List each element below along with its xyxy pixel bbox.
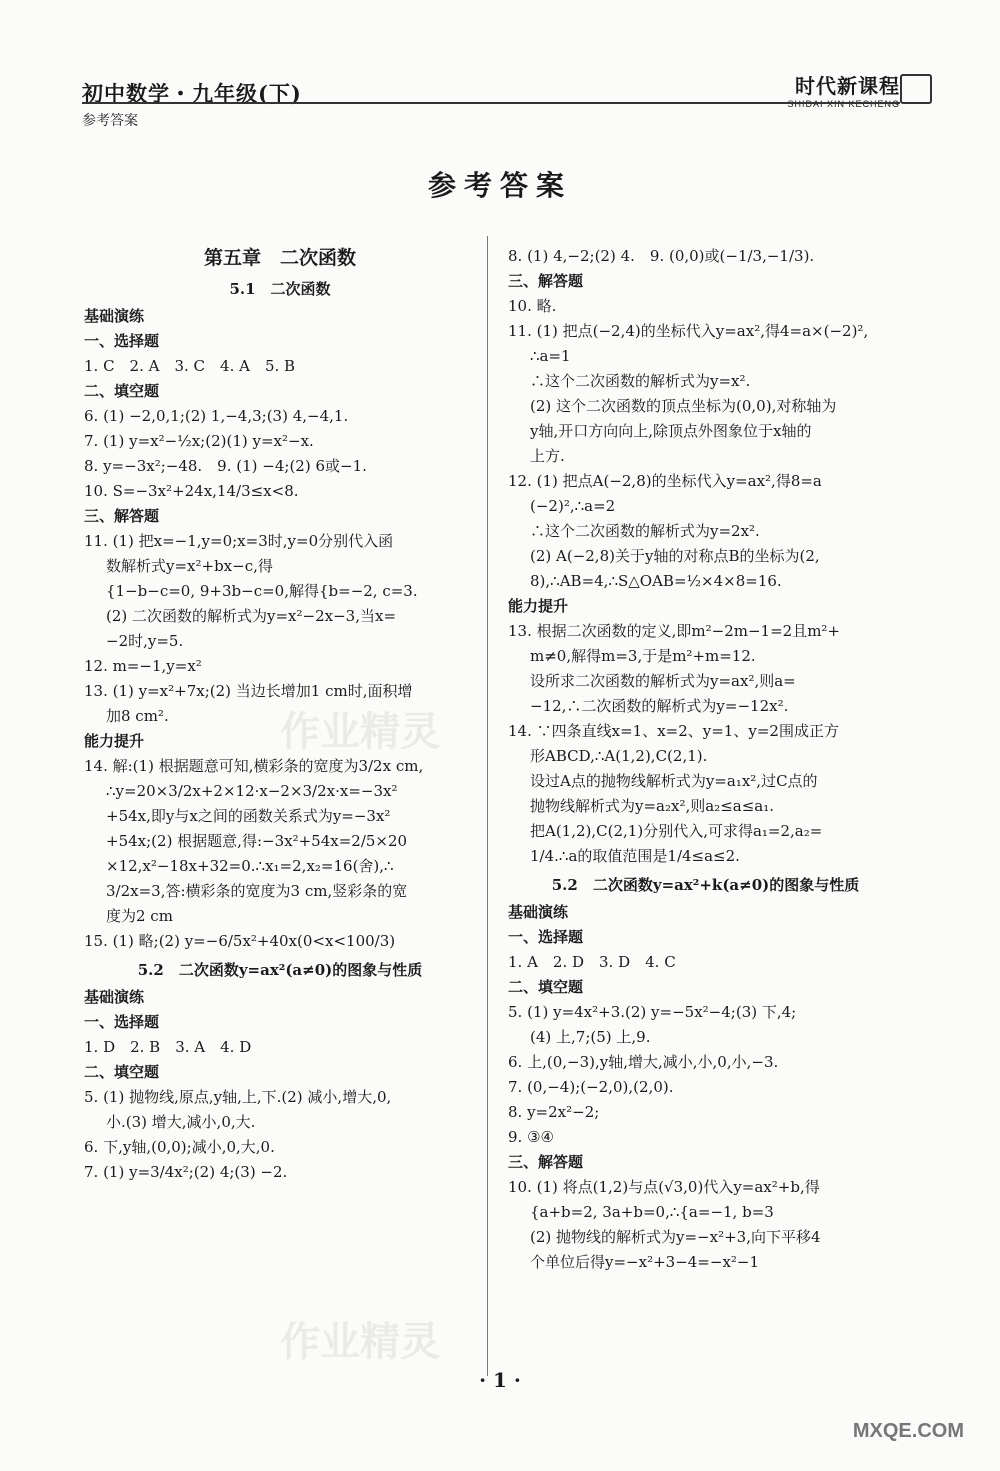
answer-line: 13. (1) y=x²+7x;(2) 当边长增加1 cm时,面积增 (84, 682, 413, 700)
watermark-text: 作业精灵 (280, 708, 440, 755)
answer-line: 12. m=−1,y=x² (84, 657, 202, 675)
category-heading: 三、解答题 (508, 272, 584, 290)
category-heading: 二、填空题 (84, 382, 160, 400)
watermark-site: MXQE.COM (852, 1420, 964, 1442)
answer-line: ∴这个二次函数的解析式为y=2x². (530, 522, 760, 540)
answer-line: 设所求二次函数的解析式为y=ax²,则a= (530, 672, 796, 690)
brand-logo-icon (900, 74, 932, 104)
answer-line: 抛物线解析式为y=a₂x²,则a₂≤a≤a₁. (530, 797, 774, 815)
answer-line: 6. 上,(0,−3),y轴,增大,减小,小,0,小,−3. (508, 1053, 779, 1071)
answer-line: +54x,即y与x之间的函数关系式为y=−3x² (106, 807, 391, 825)
answer-line: 1. D 2. B 3. A 4. D (84, 1038, 252, 1056)
category-heading: 基础演练 (508, 903, 569, 921)
answer-line: 12. (1) 把点A(−2,8)的坐标代入y=ax²,得8=a (508, 472, 822, 490)
answer-line: 8. y=2x²−2; (508, 1103, 600, 1121)
answer-line: 6. (1) −2,0,1;(2) 1,−4,3;(3) 4,−4,1. (84, 407, 349, 425)
category-heading: 一、选择题 (508, 928, 584, 946)
answer-line: (−2)²,∴a=2 (530, 497, 616, 515)
section-title: 5.1 二次函数 (229, 280, 331, 298)
answer-line: 13. 根据二次函数的定义,即m²−2m−1=2且m²+ (508, 622, 840, 640)
answer-line: {1−b−c=0, 9+3b−c=0,解得{b=−2, c=3. (106, 582, 418, 600)
book-header (82, 78, 302, 130)
answer-line: +54x;(2) 根据题意,得:−3x²+54x=2/5×20 (106, 832, 408, 850)
answer-line: 把A(1,2),C(2,1)分别代入,可求得a₁=2,a₂= (530, 822, 823, 840)
watermark-text: 作业精灵 (280, 1318, 440, 1365)
category-heading: 能力提升 (508, 597, 569, 615)
answer-line: 加8 cm². (106, 707, 169, 725)
answer-line: ×12,x²−18x+32=0.∴x₁=2,x₂=16(舍),∴ (106, 857, 394, 875)
answer-line: (2) 二次函数的解析式为y=x²−2x−3,当x= (106, 607, 397, 625)
category-heading: 二、填空题 (84, 1063, 160, 1081)
answer-line: 14. 解:(1) 根据题意可知,横彩条的宽度为3/2x cm, (84, 757, 424, 775)
answer-line: 8),∴AB=4,∴S△OAB=½×4×8=16. (530, 572, 782, 590)
answer-line: 8. y=−3x²;−48. 9. (1) −4;(2) 6或−1. (84, 457, 367, 475)
answer-line: {a+b=2, 3a+b=0,∴{a=−1, b=3 (530, 1203, 774, 1221)
answer-line: ∴a=1 (530, 347, 571, 365)
brand-name: 时代新课程 (795, 74, 900, 98)
column-divider (487, 236, 488, 1376)
book-title: 初中数学・九年级(下) (82, 81, 302, 106)
answer-line: 1/4.∴a的取值范围是1/4≤a≤2. (530, 847, 740, 865)
answer-line: 度为2 cm (106, 907, 173, 925)
category-heading: 基础演练 (84, 988, 145, 1006)
answer-line: (2) 抛物线的解析式为y=−x²+3,向下平移4 (530, 1228, 821, 1246)
answer-line: 10. (1) 将点(1,2)与点(√3,0)代入y=ax²+b,得 (508, 1178, 820, 1196)
page-title: 参考答案 (427, 169, 572, 202)
category-heading: 二、填空题 (508, 978, 584, 996)
answer-line: −12,∴二次函数的解析式为y=−12x². (530, 697, 789, 715)
answer-line: y轴,开口方向向上,除顶点外图象位于x轴的 (530, 422, 812, 440)
answer-line: ∴y=20×3/2x+2×12·x−2×3/2x·x=−3x² (106, 782, 398, 800)
header-divider (82, 102, 900, 104)
answer-line: 14. ∵四条直线x=1、x=2、y=1、y=2围成正方 (508, 722, 839, 740)
answer-line: 7. (1) y=x²−½x;(2)(1) y=x²−x. (84, 432, 314, 450)
right-column (508, 244, 903, 1275)
answer-line: (2) 这个二次函数的顶点坐标为(0,0),对称轴为 (530, 397, 837, 415)
answer-line: 7. (1) y=3/4x²;(2) 4;(3) −2. (84, 1163, 288, 1181)
brand-pinyin: SHIDAI XIN KECHENG (787, 99, 900, 109)
page-number: · 1 · (479, 1368, 521, 1392)
answer-line: 5. (1) 抛物线,原点,y轴,上,下.(2) 减小,增大,0, (84, 1088, 392, 1106)
book-subtitle: 参考答案 (82, 113, 138, 129)
chapter-title: 第五章 二次函数 (203, 247, 356, 269)
answer-line: 7. (0,−4);(−2,0),(2,0). (508, 1078, 674, 1096)
category-heading: 基础演练 (84, 307, 145, 325)
answer-line: 3/2x=3,答:横彩条的宽度为3 cm,竖彩条的宽 (106, 882, 408, 900)
answer-line: 1. C 2. A 3. C 4. A 5. B (84, 357, 296, 375)
answer-line: 15. (1) 略;(2) y=−6/5x²+40x(0<x<100/3) (84, 932, 396, 950)
answer-line: 形ABCD,∴A(1,2),C(2,1). (530, 747, 708, 765)
answer-line: (2) A(−2,8)关于y轴的对称点B的坐标为(2, (530, 547, 820, 565)
answer-line: 5. (1) y=4x²+3.(2) y=−5x²−4;(3) 下,4; (508, 1003, 797, 1021)
answer-line: m≠0,解得m=3,于是m²+m=12. (530, 647, 756, 665)
answer-line: 上方. (530, 447, 565, 465)
answer-line: 数解析式y=x²+bx−c,得 (106, 557, 273, 575)
section-title: 5.2 二次函数y=ax²+k(a≠0)的图象与性质 (551, 876, 860, 894)
answer-line: −2时,y=5. (106, 632, 184, 650)
answer-line: 小.(3) 增大,减小,0,大. (106, 1113, 256, 1131)
answer-line: (4) 上,7;(5) 上,9. (530, 1028, 651, 1046)
answer-line: 6. 下,y轴,(0,0);减小,0,大,0. (84, 1138, 275, 1156)
category-heading: 三、解答题 (84, 507, 160, 525)
category-heading: 三、解答题 (508, 1153, 584, 1171)
answer-line: 9. ③④ (508, 1128, 554, 1146)
category-heading: 一、选择题 (84, 1013, 160, 1031)
category-heading: 一、选择题 (84, 332, 160, 350)
answer-line: 8. (1) 4,−2;(2) 4. 9. (0,0)或(−1/3,−1/3). (508, 247, 815, 265)
answer-line: 个单位后得y=−x²+3−4=−x²−1 (530, 1253, 760, 1271)
answer-line: 1. A 2. D 3. D 4. C (508, 953, 676, 971)
section-title: 5.2 二次函数y=ax²(a≠0)的图象与性质 (137, 961, 423, 979)
answer-line: 设过A点的抛物线解析式为y=a₁x²,过C点的 (530, 772, 818, 790)
answer-line: 11. (1) 把x=−1,y=0;x=3时,y=0分别代入函 (84, 532, 394, 550)
answer-line: 10. 略. (508, 297, 557, 315)
answer-line: 10. S=−3x²+24x,14/3≤x<8. (84, 482, 299, 500)
answer-line: 11. (1) 把点(−2,4)的坐标代入y=ax²,得4=a×(−2)², (508, 322, 869, 340)
category-heading: 能力提升 (84, 732, 145, 750)
answer-line: ∴这个二次函数的解析式为y=x². (530, 372, 751, 390)
